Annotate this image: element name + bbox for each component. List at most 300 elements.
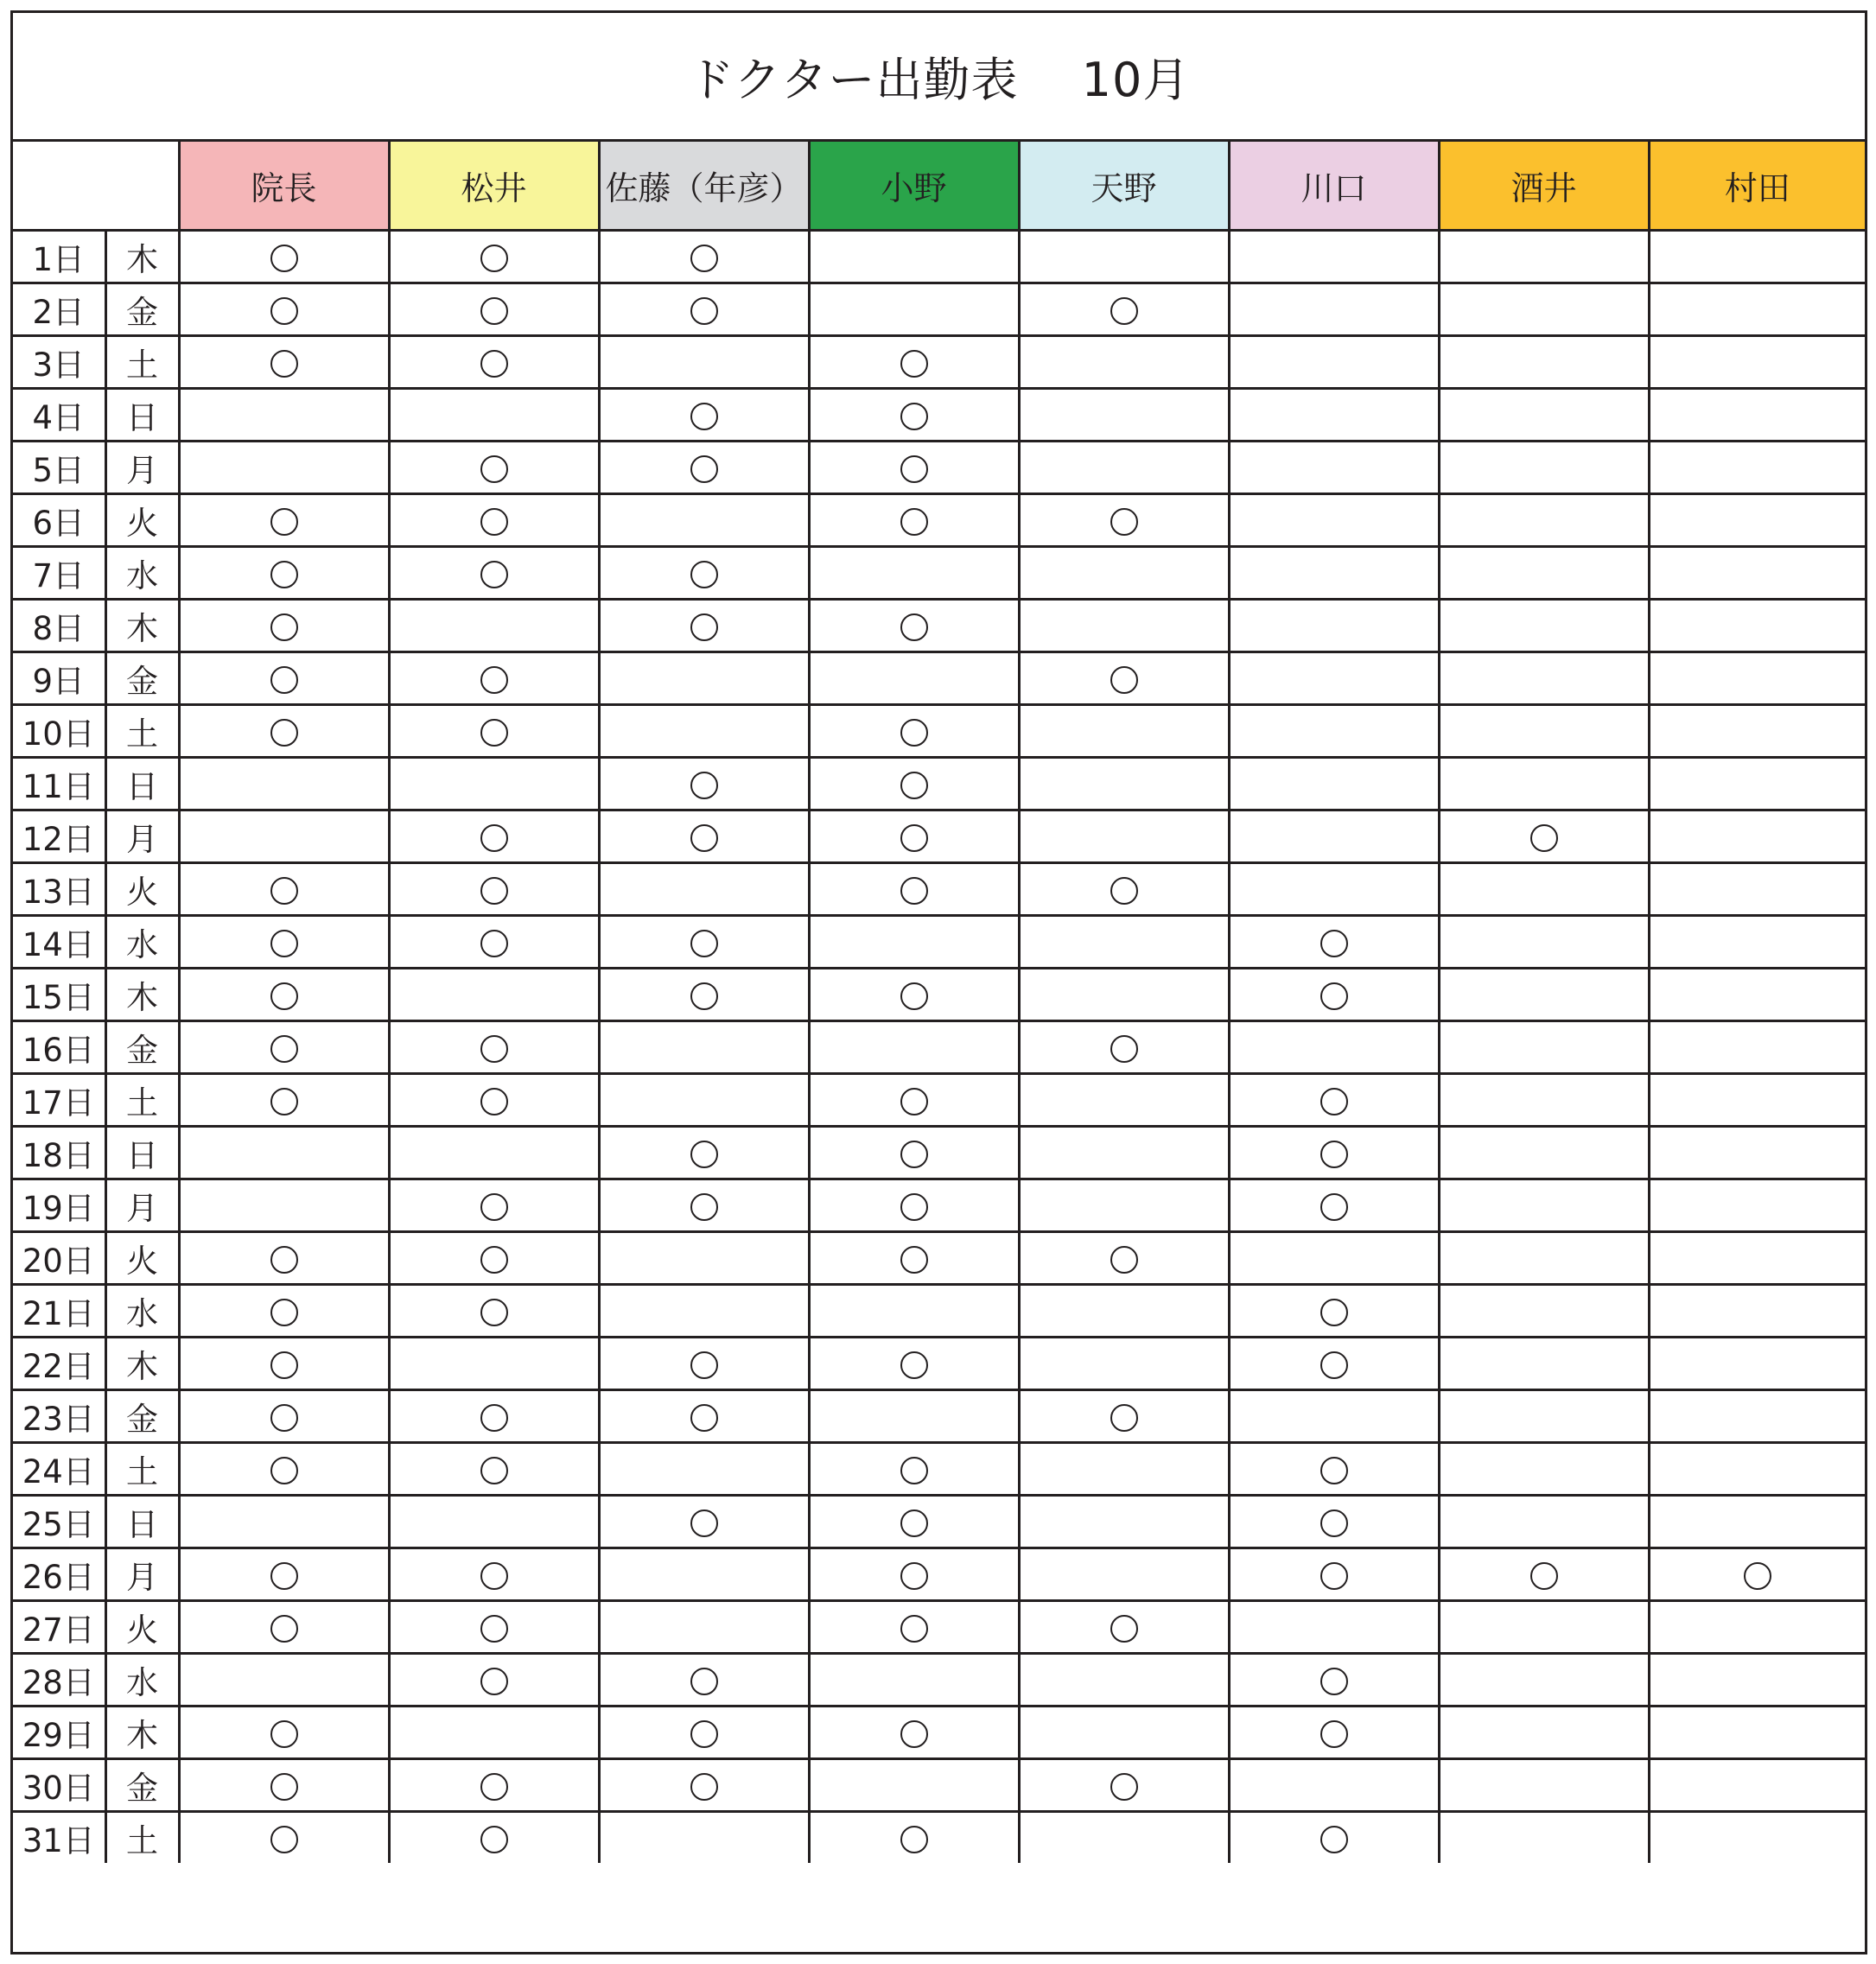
attendance-cell: [179, 1443, 389, 1496]
attendance-cell: [809, 1812, 1019, 1864]
table-row: [13, 1390, 1865, 1443]
weekday-cell: 月: [105, 442, 179, 494]
attendance-cell: [809, 1074, 1019, 1127]
date-cell: 14日: [13, 916, 105, 969]
weekday-cell: 日: [105, 758, 179, 810]
attendance-cell: [1649, 1021, 1865, 1074]
attendance-cell: [1439, 1654, 1649, 1707]
weekday-cell: 土: [105, 336, 179, 389]
date-cell: 7日: [13, 547, 105, 600]
attendance-cell: [809, 1179, 1019, 1232]
attendance-cell: [1019, 652, 1229, 705]
attendance-mark-icon: [1110, 1035, 1138, 1063]
date-cell: 27日: [13, 1601, 105, 1654]
date-cell: 28日: [13, 1654, 105, 1707]
table-row: [13, 1601, 1865, 1654]
doctor-header: 川口: [1229, 141, 1439, 231]
attendance-mark-icon: [900, 1826, 928, 1853]
attendance-cell: [179, 1285, 389, 1338]
attendance-cell: [1019, 494, 1229, 547]
attendance-cell: [1439, 810, 1649, 863]
attendance-mark-icon: [270, 613, 298, 641]
attendance-cell: [1649, 1390, 1865, 1443]
date-cell: 5日: [13, 442, 105, 494]
weekday-cell: 木: [105, 231, 179, 283]
attendance-cell: [1229, 1127, 1439, 1179]
attendance-cell: [1229, 1443, 1439, 1496]
attendance-mark-icon: [690, 1193, 718, 1221]
attendance-cell: [389, 1285, 599, 1338]
date-cell: 25日: [13, 1496, 105, 1548]
attendance-cell: [599, 1812, 809, 1864]
table-row: [13, 336, 1865, 389]
attendance-mark-icon: [270, 245, 298, 272]
attendance-mark-icon: [690, 1404, 718, 1432]
attendance-cell: [1649, 705, 1865, 758]
attendance-cell: [389, 600, 599, 652]
weekday-cell: 月: [105, 1179, 179, 1232]
date-cell: 18日: [13, 1127, 105, 1179]
attendance-cell: [809, 1443, 1019, 1496]
attendance-cell: [809, 231, 1019, 283]
attendance-cell: [179, 1232, 389, 1285]
attendance-cell: [1019, 705, 1229, 758]
date-cell: 24日: [13, 1443, 105, 1496]
attendance-cell: [389, 494, 599, 547]
table-row: [13, 494, 1865, 547]
date-cell: 19日: [13, 1179, 105, 1232]
attendance-cell: [1019, 1812, 1229, 1864]
table-body: [13, 231, 1865, 1864]
table-row: [13, 916, 1865, 969]
attendance-cell: [179, 1759, 389, 1812]
attendance-mark-icon: [480, 1773, 508, 1801]
attendance-cell: [1019, 1759, 1229, 1812]
attendance-cell: [1019, 969, 1229, 1021]
attendance-cell: [1649, 1601, 1865, 1654]
attendance-cell: [809, 1601, 1019, 1654]
attendance-mark-icon: [900, 1457, 928, 1484]
attendance-cell: [1649, 231, 1865, 283]
attendance-cell: [179, 1601, 389, 1654]
attendance-mark-icon: [690, 824, 718, 852]
date-cell: 3日: [13, 336, 105, 389]
attendance-cell: [1439, 652, 1649, 705]
weekday-cell: 日: [105, 389, 179, 442]
attendance-cell: [809, 863, 1019, 916]
attendance-cell: [179, 1812, 389, 1864]
attendance-cell: [179, 969, 389, 1021]
attendance-mark-icon: [480, 297, 508, 325]
attendance-cell: [1229, 1338, 1439, 1390]
attendance-mark-icon: [480, 666, 508, 694]
attendance-cell: [1649, 1074, 1865, 1127]
attendance-cell: [1439, 1548, 1649, 1601]
attendance-cell: [1229, 1285, 1439, 1338]
attendance-cell: [389, 389, 599, 442]
attendance-cell: [599, 810, 809, 863]
attendance-cell: [1019, 1548, 1229, 1601]
attendance-cell: [1229, 336, 1439, 389]
date-cell: 6日: [13, 494, 105, 547]
attendance-mark-icon: [270, 1088, 298, 1115]
attendance-cell: [1649, 810, 1865, 863]
table-row: [13, 1021, 1865, 1074]
attendance-cell: [1439, 758, 1649, 810]
attendance-mark-icon: [690, 1668, 718, 1695]
date-cell: 2日: [13, 283, 105, 336]
attendance-cell: [389, 1021, 599, 1074]
attendance-cell: [599, 1074, 809, 1127]
attendance-cell: [1229, 652, 1439, 705]
attendance-cell: [1649, 442, 1865, 494]
attendance-cell: [1019, 1496, 1229, 1548]
table-row: [13, 600, 1865, 652]
attendance-cell: [1439, 1021, 1649, 1074]
attendance-cell: [179, 600, 389, 652]
date-cell: 1日: [13, 231, 105, 283]
attendance-cell: [809, 1496, 1019, 1548]
attendance-cell: [179, 494, 389, 547]
attendance-table: [13, 139, 1865, 1863]
table-row: [13, 758, 1865, 810]
table-row: [13, 1548, 1865, 1601]
attendance-cell: [1649, 652, 1865, 705]
doctor-header: 佐藤（年彦）: [599, 141, 809, 231]
table-row: [13, 1707, 1865, 1759]
attendance-cell: [1439, 1285, 1649, 1338]
attendance-mark-icon: [690, 1141, 718, 1168]
attendance-mark-icon: [1110, 1615, 1138, 1643]
attendance-mark-icon: [270, 1035, 298, 1063]
attendance-cell: [1019, 1601, 1229, 1654]
table-row: [13, 1179, 1865, 1232]
attendance-cell: [809, 600, 1019, 652]
attendance-cell: [1019, 1232, 1229, 1285]
attendance-cell: [1229, 916, 1439, 969]
attendance-cell: [389, 1707, 599, 1759]
attendance-cell: [1229, 1812, 1439, 1864]
attendance-cell: [1439, 1390, 1649, 1443]
attendance-cell: [1649, 1285, 1865, 1338]
weekday-cell: 月: [105, 1548, 179, 1601]
attendance-cell: [809, 389, 1019, 442]
attendance-cell: [599, 1338, 809, 1390]
attendance-cell: [179, 1021, 389, 1074]
table-row: [13, 1285, 1865, 1338]
attendance-cell: [179, 1548, 389, 1601]
attendance-cell: [599, 969, 809, 1021]
attendance-cell: [179, 1496, 389, 1548]
attendance-mark-icon: [690, 1773, 718, 1801]
table-row: [13, 1127, 1865, 1179]
attendance-cell: [809, 1759, 1019, 1812]
attendance-cell: [389, 1654, 599, 1707]
attendance-cell: [1649, 1232, 1865, 1285]
date-cell: 20日: [13, 1232, 105, 1285]
attendance-mark-icon: [690, 982, 718, 1010]
attendance-mark-icon: [480, 1562, 508, 1590]
attendance-cell: [1229, 600, 1439, 652]
attendance-cell: [1439, 600, 1649, 652]
table-row: [13, 389, 1865, 442]
attendance-cell: [1439, 1812, 1649, 1864]
weekday-cell: 水: [105, 1285, 179, 1338]
date-cell: 8日: [13, 600, 105, 652]
weekday-cell: 土: [105, 1443, 179, 1496]
attendance-cell: [599, 1021, 809, 1074]
attendance-cell: [1229, 494, 1439, 547]
attendance-mark-icon: [270, 1351, 298, 1379]
date-cell: 29日: [13, 1707, 105, 1759]
attendance-cell: [1019, 1654, 1229, 1707]
attendance-cell: [599, 494, 809, 547]
attendance-mark-icon: [900, 824, 928, 852]
attendance-mark-icon: [480, 1193, 508, 1221]
attendance-cell: [389, 810, 599, 863]
attendance-mark-icon: [480, 1404, 508, 1432]
attendance-cell: [599, 442, 809, 494]
attendance-cell: [599, 547, 809, 600]
attendance-cell: [809, 1232, 1019, 1285]
weekday-cell: 土: [105, 1074, 179, 1127]
attendance-cell: [1649, 1496, 1865, 1548]
attendance-cell: [1439, 1179, 1649, 1232]
date-cell: 4日: [13, 389, 105, 442]
attendance-mark-icon: [480, 1457, 508, 1484]
weekday-cell: 火: [105, 494, 179, 547]
attendance-cell: [809, 442, 1019, 494]
attendance-mark-icon: [900, 613, 928, 641]
attendance-cell: [1229, 969, 1439, 1021]
date-cell: 21日: [13, 1285, 105, 1338]
attendance-cell: [179, 336, 389, 389]
attendance-mark-icon: [900, 772, 928, 799]
attendance-cell: [179, 1074, 389, 1127]
attendance-cell: [1229, 389, 1439, 442]
attendance-mark-icon: [480, 1299, 508, 1326]
attendance-cell: [1439, 1443, 1649, 1496]
date-cell: 12日: [13, 810, 105, 863]
attendance-cell: [1649, 1707, 1865, 1759]
attendance-mark-icon: [690, 772, 718, 799]
attendance-mark-icon: [480, 561, 508, 588]
attendance-cell: [179, 916, 389, 969]
attendance-mark-icon: [1110, 1773, 1138, 1801]
attendance-mark-icon: [1320, 1457, 1348, 1484]
date-cell: 26日: [13, 1548, 105, 1601]
weekday-cell: 金: [105, 1021, 179, 1074]
table-row: [13, 810, 1865, 863]
attendance-cell: [389, 283, 599, 336]
attendance-mark-icon: [270, 1457, 298, 1484]
attendance-mark-icon: [480, 455, 508, 483]
attendance-cell: [389, 1127, 599, 1179]
attendance-cell: [179, 1338, 389, 1390]
attendance-mark-icon: [900, 982, 928, 1010]
attendance-mark-icon: [480, 1668, 508, 1695]
attendance-mark-icon: [270, 719, 298, 747]
attendance-cell: [599, 1759, 809, 1812]
table-row: [13, 547, 1865, 600]
weekday-cell: 火: [105, 1601, 179, 1654]
attendance-mark-icon: [480, 877, 508, 905]
attendance-cell: [599, 1601, 809, 1654]
attendance-cell: [1439, 705, 1649, 758]
date-cell: 16日: [13, 1021, 105, 1074]
attendance-cell: [1229, 283, 1439, 336]
attendance-cell: [599, 916, 809, 969]
attendance-cell: [1229, 1390, 1439, 1443]
attendance-mark-icon: [480, 245, 508, 272]
attendance-cell: [1649, 1179, 1865, 1232]
attendance-cell: [599, 1443, 809, 1496]
attendance-cell: [599, 1285, 809, 1338]
attendance-cell: [389, 1548, 599, 1601]
attendance-mark-icon: [1320, 1562, 1348, 1590]
attendance-mark-icon: [1320, 1193, 1348, 1221]
attendance-cell: [1229, 231, 1439, 283]
attendance-cell: [179, 863, 389, 916]
attendance-cell: [599, 1390, 809, 1443]
attendance-cell: [1019, 758, 1229, 810]
attendance-cell: [809, 494, 1019, 547]
attendance-cell: [1229, 705, 1439, 758]
weekday-cell: 金: [105, 1390, 179, 1443]
attendance-mark-icon: [690, 245, 718, 272]
attendance-cell: [809, 916, 1019, 969]
attendance-mark-icon: [270, 1246, 298, 1274]
attendance-cell: [1019, 916, 1229, 969]
attendance-cell: [809, 1548, 1019, 1601]
attendance-cell: [1439, 969, 1649, 1021]
attendance-mark-icon: [900, 1351, 928, 1379]
attendance-cell: [1649, 389, 1865, 442]
weekday-cell: 木: [105, 1338, 179, 1390]
attendance-cell: [809, 1707, 1019, 1759]
attendance-cell: [809, 758, 1019, 810]
attendance-cell: [1439, 494, 1649, 547]
attendance-cell: [1649, 1812, 1865, 1864]
table-row: [13, 231, 1865, 283]
attendance-cell: [1019, 1707, 1229, 1759]
attendance-cell: [1019, 1390, 1229, 1443]
attendance-mark-icon: [1320, 1351, 1348, 1379]
attendance-cell: [599, 1127, 809, 1179]
attendance-mark-icon: [1530, 1562, 1558, 1590]
date-cell: 23日: [13, 1390, 105, 1443]
attendance-cell: [1229, 1654, 1439, 1707]
attendance-cell: [1229, 1548, 1439, 1601]
attendance-cell: [1019, 810, 1229, 863]
attendance-cell: [599, 1232, 809, 1285]
attendance-mark-icon: [1320, 1299, 1348, 1326]
attendance-cell: [1229, 1601, 1439, 1654]
attendance-mark-icon: [900, 719, 928, 747]
attendance-cell: [1649, 547, 1865, 600]
attendance-mark-icon: [900, 1246, 928, 1274]
attendance-mark-icon: [900, 403, 928, 430]
attendance-cell: [389, 336, 599, 389]
attendance-cell: [809, 969, 1019, 1021]
attendance-cell: [1649, 916, 1865, 969]
attendance-mark-icon: [270, 877, 298, 905]
attendance-cell: [389, 1390, 599, 1443]
attendance-mark-icon: [1320, 1510, 1348, 1537]
table-row: [13, 1074, 1865, 1127]
attendance-cell: [179, 1707, 389, 1759]
header-row: [13, 141, 1865, 231]
attendance-cell: [809, 1127, 1019, 1179]
doctor-header: 天野: [1019, 141, 1229, 231]
attendance-cell: [1649, 1759, 1865, 1812]
attendance-mark-icon: [900, 455, 928, 483]
attendance-mark-icon: [270, 1720, 298, 1748]
attendance-cell: [1439, 231, 1649, 283]
attendance-cell: [1649, 1654, 1865, 1707]
attendance-cell: [1439, 1338, 1649, 1390]
attendance-cell: [179, 547, 389, 600]
table-row: [13, 1496, 1865, 1548]
attendance-cell: [1019, 1443, 1229, 1496]
attendance-mark-icon: [1320, 1088, 1348, 1115]
table-row: [13, 1232, 1865, 1285]
attendance-cell: [179, 652, 389, 705]
attendance-cell: [179, 810, 389, 863]
attendance-cell: [389, 1812, 599, 1864]
table-row: [13, 283, 1865, 336]
doctor-header: 松井: [389, 141, 599, 231]
table-row: [13, 969, 1865, 1021]
attendance-cell: [389, 1601, 599, 1654]
weekday-cell: 火: [105, 863, 179, 916]
attendance-cell: [1439, 1496, 1649, 1548]
attendance-cell: [1019, 283, 1229, 336]
attendance-cell: [1019, 1179, 1229, 1232]
attendance-cell: [389, 1443, 599, 1496]
attendance-cell: [1649, 758, 1865, 810]
attendance-cell: [809, 547, 1019, 600]
attendance-cell: [1439, 1127, 1649, 1179]
attendance-cell: [1019, 231, 1229, 283]
doctor-header: 院長: [179, 141, 389, 231]
attendance-cell: [1229, 1074, 1439, 1127]
attendance-cell: [179, 1654, 389, 1707]
attendance-mark-icon: [480, 930, 508, 957]
attendance-mark-icon: [1320, 930, 1348, 957]
attendance-cell: [1439, 1601, 1649, 1654]
attendance-cell: [809, 810, 1019, 863]
attendance-mark-icon: [690, 613, 718, 641]
attendance-mark-icon: [1320, 1720, 1348, 1748]
attendance-mark-icon: [270, 666, 298, 694]
attendance-cell: [1649, 600, 1865, 652]
schedule-frame: [10, 10, 1867, 1954]
attendance-cell: [1229, 1232, 1439, 1285]
attendance-cell: [809, 1390, 1019, 1443]
attendance-cell: [1229, 1759, 1439, 1812]
attendance-cell: [1649, 283, 1865, 336]
date-cell: 17日: [13, 1074, 105, 1127]
attendance-mark-icon: [900, 1193, 928, 1221]
attendance-cell: [599, 652, 809, 705]
attendance-cell: [599, 600, 809, 652]
attendance-mark-icon: [480, 1615, 508, 1643]
attendance-cell: [1649, 494, 1865, 547]
header-corner: [13, 141, 179, 231]
attendance-mark-icon: [480, 719, 508, 747]
attendance-cell: [599, 1496, 809, 1548]
